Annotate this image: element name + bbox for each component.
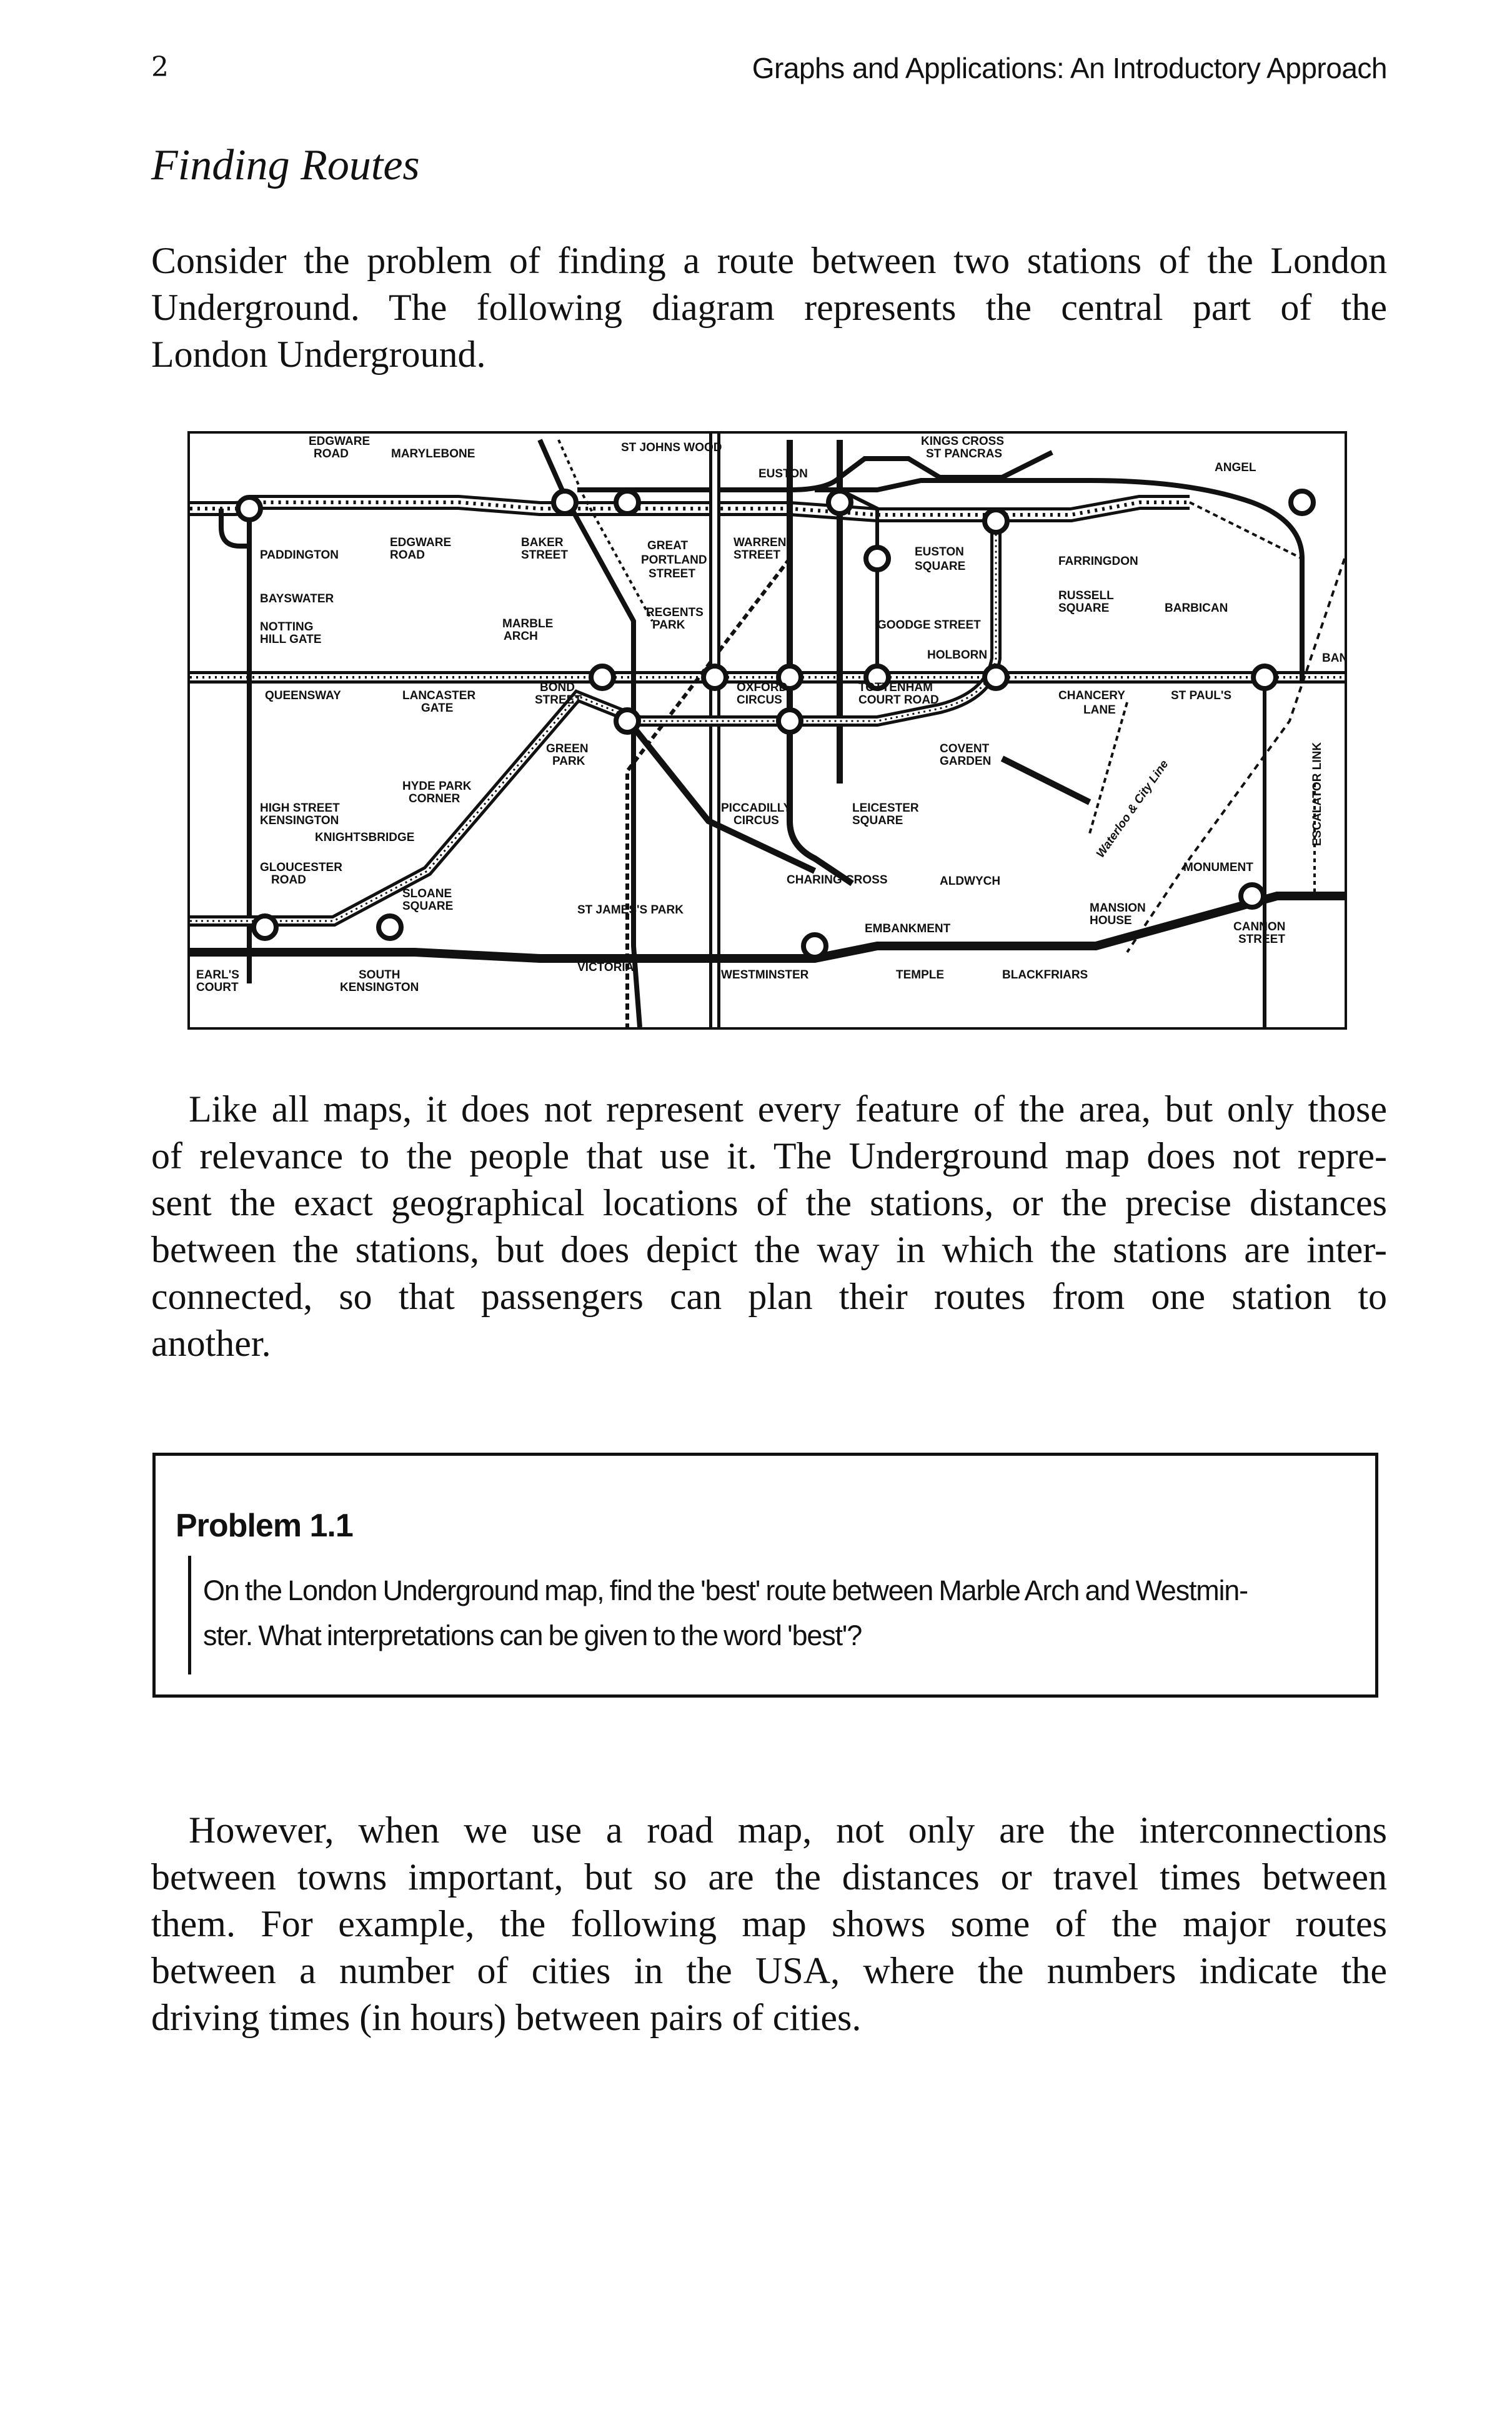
station-label: PARK — [552, 755, 585, 768]
station-label: SQUARE — [1058, 602, 1110, 615]
station-label: HOLBORN — [927, 649, 988, 662]
station-label: ROAD — [271, 873, 306, 887]
station-label: EARL'S — [196, 968, 239, 982]
station-label: MONUMENT — [1183, 861, 1253, 874]
station-label: MANSION — [1090, 902, 1146, 915]
station-label: ST JAMES'S PARK — [577, 903, 684, 917]
station-label: QUEENSWAY — [265, 689, 341, 702]
station-label: KINGS CROSS — [921, 435, 1005, 448]
station-label: HIGH STREET — [260, 802, 340, 815]
problem-line: On the London Underground map, find the 'best' route between Marble Arch and Westmin- — [203, 1575, 1248, 1606]
station-label: LEICESTER — [852, 802, 919, 815]
paragraph-line: between a number of cities in the USA, where the numbers indicate the — [151, 1950, 1387, 1991]
station-label: TOTTENHAM — [858, 681, 933, 694]
station-label: PICCADILLY — [721, 802, 792, 815]
paragraph-maps — [151, 1086, 1387, 1367]
station-label: ESCALATOR LINK — [1311, 742, 1324, 846]
station-label: KENSINGTON — [340, 981, 419, 994]
station-label: BAKER — [521, 536, 564, 549]
station-label: SQUARE — [402, 900, 454, 913]
station-label: CIRCUS — [737, 694, 782, 707]
station-label: GARDEN — [940, 755, 992, 768]
station-label: CORNER — [409, 792, 460, 805]
intro-paragraph — [151, 237, 1387, 378]
station-label: GATE — [421, 702, 454, 715]
station-label: ST PAUL'S — [1171, 689, 1232, 702]
paragraph-line: Like all maps, it does not represent every feature of the area, but only those — [189, 1088, 1387, 1130]
station-label: ANGEL — [1215, 461, 1256, 474]
station-label: HILL GATE — [260, 633, 322, 646]
station-label: SQUARE — [915, 560, 966, 573]
paragraph-line: sent the exact geographical locations of the stations, or the precise distances — [151, 1182, 1387, 1223]
station-label: CIRCUS — [734, 814, 779, 827]
paragraph-line: them. For example, the following map shows some of the major routes — [151, 1903, 1387, 1944]
paragraph-road-map — [151, 1807, 1387, 2041]
station-label: GOODGE STREET — [877, 619, 981, 632]
problem-rule — [188, 1556, 191, 1674]
station-label: ROAD — [390, 549, 425, 562]
station-label: VICTORIA — [577, 961, 634, 974]
station-label: SOUTH — [359, 968, 400, 982]
station-label: BLACKFRIARS — [1002, 968, 1088, 982]
station-label: SLOANE — [402, 887, 452, 900]
station-label: ARCH — [504, 630, 538, 643]
station-label: BAYSWATER — [260, 592, 334, 605]
station-label: COVENT — [940, 742, 990, 755]
paragraph-line: between towns important, but so are the distances or travel times between — [151, 1856, 1387, 1898]
station-label: RUSSELL — [1058, 589, 1114, 602]
station-labels — [196, 435, 1348, 994]
underground-map — [187, 431, 1347, 1030]
station-label: STREET — [521, 549, 568, 562]
station-label: KENSINGTON — [260, 814, 339, 827]
station-label: CANNON — [1233, 920, 1286, 933]
station-label: COURT — [196, 981, 239, 994]
station-label: BOND — [540, 681, 575, 694]
station-label: TEMPLE — [896, 968, 945, 982]
station-label: HYDE PARK — [402, 780, 472, 793]
problem-title: Problem 1.1 — [176, 1508, 353, 1544]
station-label: EMBANKMENT — [865, 922, 951, 935]
station-label: EUSTON — [915, 545, 964, 559]
section-title: Finding Routes — [151, 141, 420, 189]
station-label: EUSTON — [758, 467, 808, 480]
station-label: EDGWARE — [390, 536, 452, 549]
intro-line: Underground. The following diagram represents the central part of the — [151, 287, 1387, 328]
paragraph-line: However, when we use a road map, not only are the interconnections — [189, 1809, 1387, 1851]
station-label: ST PANCRAS — [926, 447, 1003, 460]
station-label: FARRINGDON — [1058, 555, 1138, 568]
station-label: LANCASTER — [402, 689, 476, 702]
station-label: ST JOHNS WOOD — [621, 441, 722, 454]
station-label: PORTLAND — [641, 554, 707, 567]
station-label: GLOUCESTER — [260, 861, 342, 874]
station-label: NOTTING — [260, 620, 314, 634]
station-label: PADDINGTON — [260, 549, 339, 562]
station-label: ROAD — [314, 447, 349, 460]
station-label: MARBLE — [502, 617, 554, 630]
station-label: PARK — [652, 619, 685, 632]
station-label: SQUARE — [852, 814, 903, 827]
running-head: Graphs and Applications: An Introductory Approach — [752, 52, 1387, 84]
station-label: GREEN — [546, 742, 589, 755]
station-label: REGENTS — [646, 606, 704, 619]
station-label: COURT ROAD — [858, 694, 939, 707]
station-label: WESTMINSTER — [721, 968, 809, 982]
station-label: HOUSE — [1090, 914, 1132, 927]
station-label: STREET — [649, 567, 695, 580]
station-label: BAN — [1322, 652, 1348, 665]
station-label: LANE — [1083, 704, 1116, 717]
problem-box — [152, 1453, 1378, 1698]
station-label: Waterloo & City Line — [1093, 757, 1171, 860]
paragraph-line: driving times (in hours) between pairs of cities. — [151, 1997, 862, 2038]
station-label: BARBICAN — [1165, 602, 1228, 615]
underground-lines — [190, 434, 1345, 1027]
station-label: GREAT — [647, 539, 689, 552]
station-label: MARYLEBONE — [391, 447, 475, 460]
paragraph-line: connected, so that passengers can plan their routes from one station to — [151, 1276, 1387, 1317]
station-label: STREET — [1238, 933, 1285, 946]
station-label: KNIGHTSBRIDGE — [315, 831, 415, 844]
station-label: ALDWYCH — [940, 875, 1001, 888]
paragraph-line: another. — [151, 1323, 271, 1364]
station-label: EDGWARE — [309, 435, 371, 448]
paragraph-line: between the stations, but does depict the way in which the stations are inter- — [151, 1229, 1387, 1270]
problem-line: ster. What interpretations can be given to the word 'best'? — [203, 1620, 862, 1651]
station-label: CHANCERY — [1058, 689, 1125, 702]
station-label: STREET — [734, 549, 780, 562]
page-number: 2 — [151, 51, 169, 83]
problem-text — [203, 1568, 1353, 1658]
station-label: STREET — [535, 694, 582, 707]
station-label: OXFORD — [737, 681, 788, 694]
paragraph-line: of relevance to the people that use it. The Underground map does not repre- — [151, 1135, 1387, 1177]
intro-line: London Underground. — [151, 334, 486, 375]
intro-line: Consider the problem of finding a route between two stations of the London — [151, 240, 1387, 281]
station-label: WARREN — [734, 536, 787, 549]
station-label: CHARING CROSS — [787, 873, 888, 887]
